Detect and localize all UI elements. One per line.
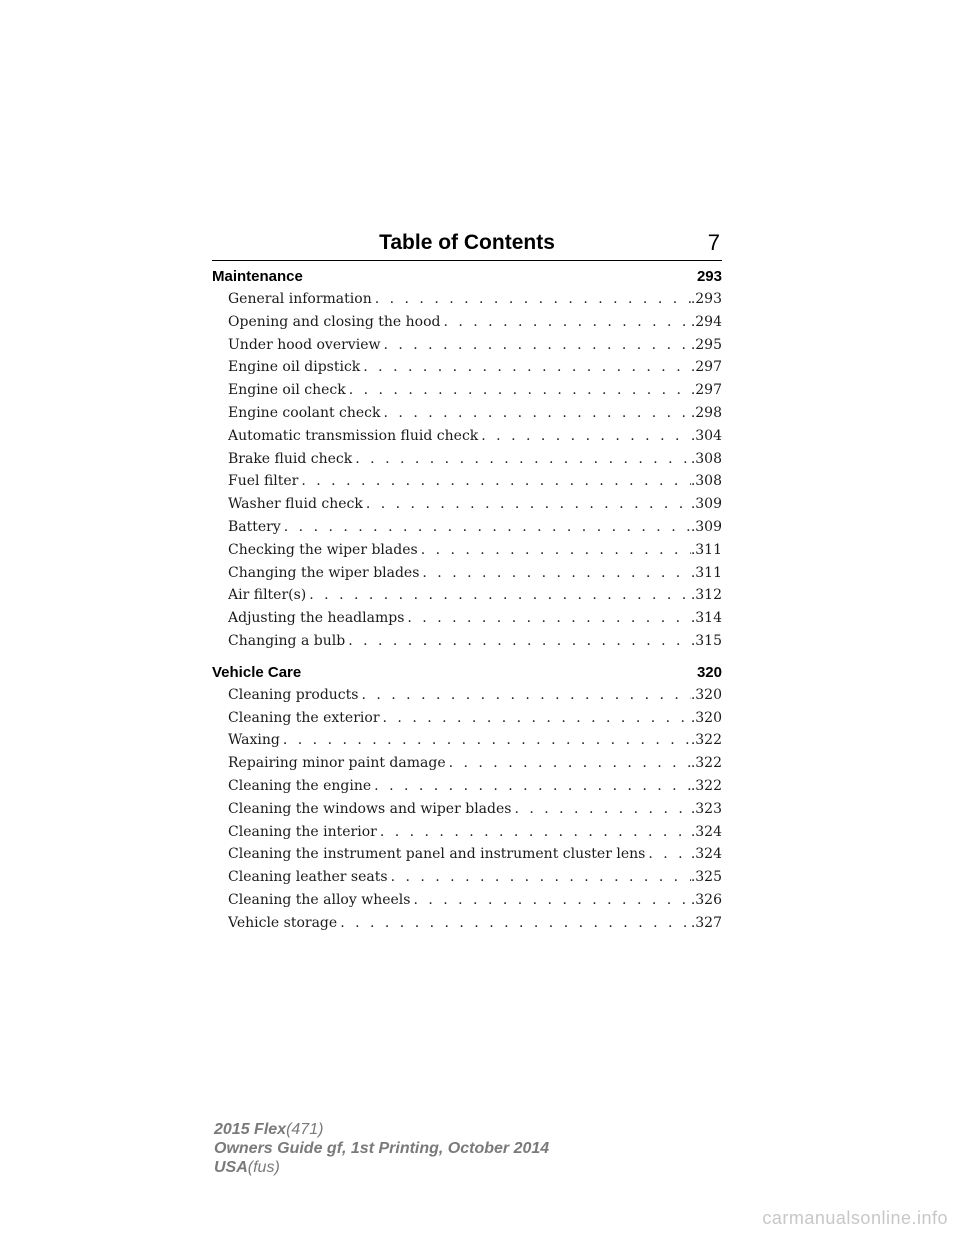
toc-entry[interactable]	[228, 707, 722, 730]
toc-entry-page: .326	[690, 891, 722, 908]
toc-entry-label: Engine oil check	[228, 382, 346, 399]
toc-entry[interactable]	[228, 356, 722, 379]
dot-leader	[511, 798, 690, 821]
toc-entry-page: .294	[690, 313, 722, 330]
dot-leader	[352, 448, 691, 471]
toc-entry[interactable]	[228, 798, 722, 821]
toc-entry-label: General information	[228, 291, 372, 307]
toc-entry[interactable]	[228, 311, 722, 334]
dot-leader	[377, 821, 691, 844]
toc-entry-label: Opening and closing the hood	[228, 313, 441, 330]
page-title: Table of Contents	[379, 231, 555, 254]
footer-line-model	[214, 1120, 549, 1139]
toc-entry-page: .314	[690, 610, 722, 627]
toc-entry-page: .320	[690, 686, 722, 703]
toc-entry-label: Changing the wiper blades	[228, 564, 420, 581]
page-header	[212, 228, 722, 261]
section-page: 293	[696, 268, 722, 285]
toc-entry-label: Checking the wiper blades	[228, 541, 418, 558]
toc-entry-page: .315	[690, 632, 722, 649]
toc-entry-page: .327	[690, 914, 722, 931]
toc-entry-label: Fuel filter	[228, 473, 299, 490]
toc-entry-label: Engine oil dipstick	[228, 359, 361, 376]
dot-leader	[380, 334, 690, 357]
page-number: 7	[707, 230, 720, 255]
section-entries-maintenance	[212, 288, 722, 653]
toc-entry-page: .320	[690, 709, 722, 726]
document-footer	[214, 1120, 549, 1177]
toc-entry[interactable]	[228, 493, 722, 516]
toc-entry-page: .308	[690, 473, 722, 490]
toc-entry[interactable]	[228, 334, 722, 357]
dot-leader	[337, 912, 691, 935]
dot-leader	[404, 607, 690, 630]
toc-entry-page: .311	[690, 541, 722, 558]
toc-entry-label: Washer fluid check	[228, 496, 363, 513]
toc-entry-label: Repairing minor paint damage	[228, 755, 446, 772]
dot-leader	[363, 493, 691, 516]
toc-entry-label: Cleaning the instrument panel and instrument cluster lens	[228, 846, 646, 863]
toc-entry-page: .295	[690, 336, 722, 353]
toc-entry[interactable]	[228, 889, 722, 912]
toc-entry-label: Waxing	[228, 732, 280, 749]
dot-leader	[380, 707, 691, 730]
toc-entry[interactable]	[228, 402, 722, 425]
dot-leader	[281, 516, 691, 539]
toc-entry-page: .309	[690, 518, 722, 535]
dot-leader	[388, 866, 691, 889]
toc-entry-label: Automatic transmission fluid check	[228, 427, 479, 444]
dot-leader	[410, 889, 690, 912]
toc-entry-label: Adjusting the headlamps	[228, 610, 405, 627]
footer-model: 2015 Flex	[214, 1121, 287, 1138]
toc-entry[interactable]	[228, 752, 722, 775]
toc-entry[interactable]	[228, 866, 722, 889]
section-title: Maintenance	[212, 268, 303, 285]
toc-entry-page: .323	[690, 800, 722, 817]
toc-entry[interactable]	[228, 516, 722, 539]
section-heading-vehicle-care[interactable]	[212, 662, 722, 684]
footer-guide: Owners Guide gf, 1st Printing, October 2014	[214, 1140, 550, 1157]
toc-entry-label: Cleaning the alloy wheels	[228, 891, 411, 908]
dot-leader	[360, 356, 691, 379]
toc-entry[interactable]	[228, 775, 722, 798]
toc-entry-page: .293	[690, 291, 722, 307]
dot-leader	[358, 684, 690, 707]
toc-entry-page: .298	[690, 404, 722, 421]
toc-entry[interactable]	[228, 843, 722, 866]
toc-entry-page: .322	[690, 777, 722, 794]
footer-line-guide	[214, 1139, 549, 1158]
toc-entry[interactable]	[228, 584, 722, 607]
toc-entry-page: .324	[690, 846, 722, 863]
toc-entry-page: .309	[690, 496, 722, 513]
watermark: carmanualsonline.info	[762, 1208, 948, 1228]
toc-entry-label: Under hood overview	[228, 336, 381, 353]
dot-leader	[371, 775, 691, 798]
toc-entry-page: .324	[690, 823, 722, 840]
toc-entry-page: .312	[690, 587, 722, 604]
toc-entry[interactable]	[228, 821, 722, 844]
dot-leader	[418, 539, 691, 562]
toc-entry[interactable]	[228, 539, 722, 562]
table-of-contents	[212, 266, 722, 935]
dot-leader	[345, 630, 691, 653]
toc-entry[interactable]	[228, 288, 722, 311]
toc-entry-page: .322	[690, 755, 722, 772]
toc-entry-page: .297	[690, 359, 722, 376]
footer-market: USA	[214, 1159, 248, 1176]
toc-entry-label: Cleaning products	[228, 686, 359, 703]
dot-leader	[478, 425, 691, 448]
dot-leader	[446, 752, 691, 775]
toc-entry-page: .297	[690, 382, 722, 399]
toc-entry-label: Cleaning leather seats	[228, 869, 388, 886]
section-heading-maintenance[interactable]	[212, 266, 722, 288]
toc-entry-label: Battery	[228, 518, 281, 535]
section-title: Vehicle Care	[212, 663, 302, 681]
toc-entry[interactable]	[228, 425, 722, 448]
toc-entry[interactable]	[228, 470, 722, 493]
toc-entry[interactable]	[228, 562, 722, 585]
dot-leader	[419, 562, 690, 585]
toc-entry[interactable]	[228, 912, 722, 935]
toc-entry-label: Cleaning the interior	[228, 823, 377, 840]
toc-entry-label: Air filter(s)	[228, 587, 307, 604]
dot-leader	[298, 470, 690, 493]
toc-entry-page: .325	[690, 869, 722, 886]
toc-entry[interactable]	[228, 448, 722, 471]
toc-entry[interactable]	[228, 379, 722, 402]
dot-leader	[645, 843, 691, 866]
toc-entry-label: Changing a bulb	[228, 632, 346, 649]
dot-leader	[306, 584, 691, 607]
toc-entry-label: Brake fluid check	[228, 450, 353, 467]
dot-leader	[346, 379, 691, 402]
toc-entry[interactable]	[228, 607, 722, 630]
dot-leader	[381, 402, 691, 425]
toc-entry-page: .311	[690, 564, 722, 581]
footer-market-code: (fus)	[247, 1159, 280, 1176]
toc-entry-page: .304	[690, 427, 722, 444]
toc-entry-label: Cleaning the windows and wiper blades	[228, 800, 512, 817]
toc-entry-label: Vehicle storage	[228, 914, 338, 931]
toc-entry[interactable]	[228, 630, 722, 653]
section-page: 320	[696, 663, 722, 681]
footer-line-market	[214, 1158, 549, 1177]
toc-entry-page: .308	[690, 450, 722, 467]
dot-leader	[440, 311, 690, 334]
toc-entry[interactable]	[228, 729, 722, 752]
footer-model-code: (471)	[286, 1121, 324, 1138]
toc-entry[interactable]	[228, 684, 722, 707]
dot-leader	[372, 288, 691, 311]
toc-entry-label: Engine coolant check	[228, 404, 381, 421]
toc-entry-label: Cleaning the engine	[228, 777, 372, 794]
toc-entry-label: Cleaning the exterior	[228, 709, 380, 726]
section-entries-vehicle-care	[212, 684, 722, 935]
dot-leader	[280, 729, 691, 752]
toc-entry-page: .322	[690, 732, 722, 749]
